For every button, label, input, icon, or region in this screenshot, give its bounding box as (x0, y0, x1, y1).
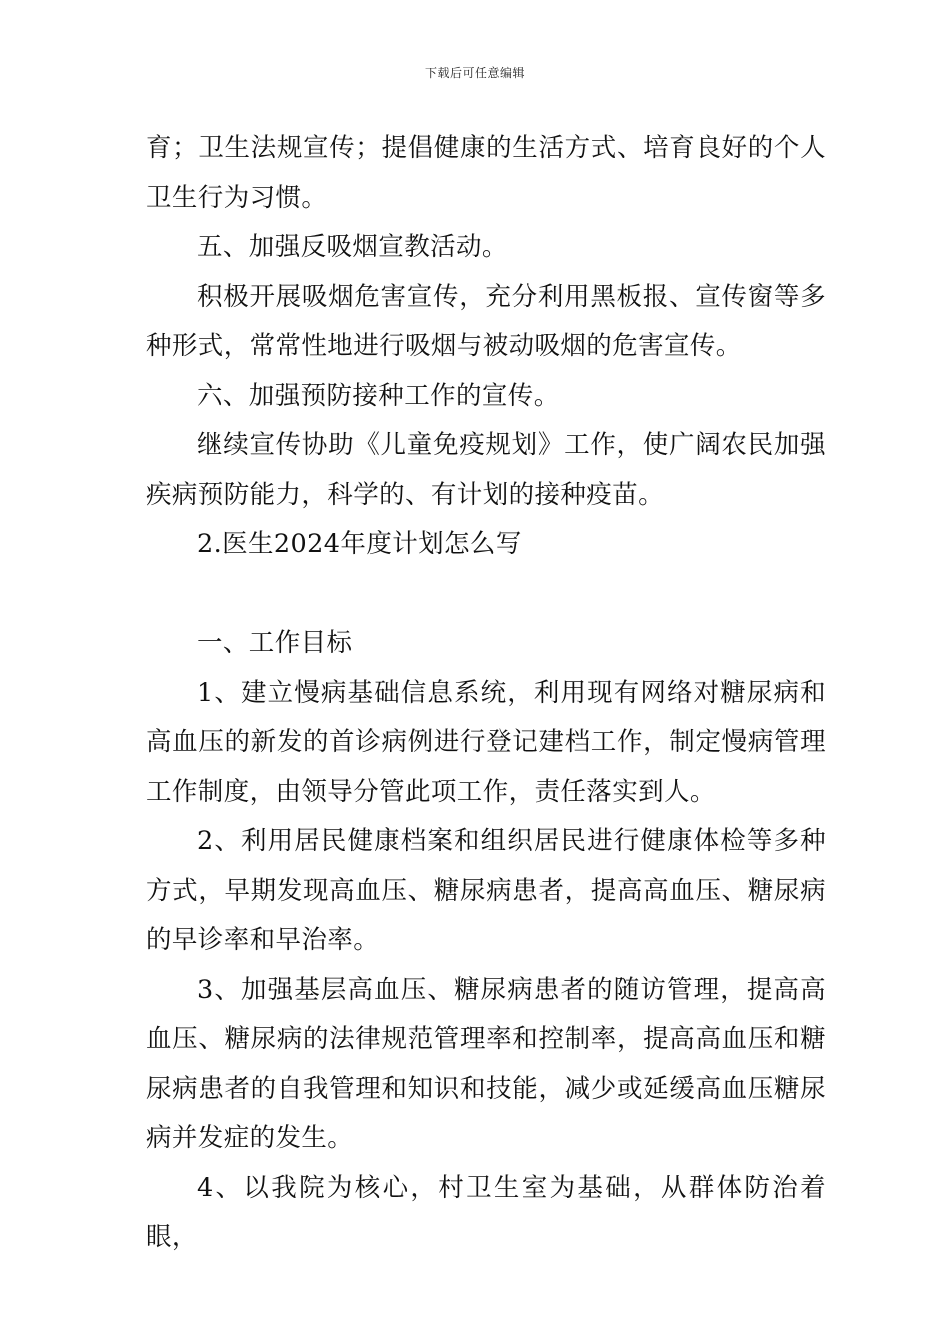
paragraph-vaccination: 继续宣传协助《儿童免疫规划》工作，使广阔农民加强疾病预防能力，科学的、有计划的接种疫苗。 (146, 430, 826, 510)
goal-item-1: 1、建立慢病基础信息系统，利用现有网络对糖尿病和高血压的新发的首诊病例进行登记建档工作，制定慢病管理工作制度，由领导分管此项工作，责任落实到人。 (146, 677, 826, 807)
goal-item-2: 2、利用居民健康档案和组织居民进行健康体检等多种方式，早期发现高血压、糖尿病患者，提高高血压、糖尿病的早诊率和早治率。 (146, 826, 826, 955)
goal-item-3: 3、加强基层高血压、糖尿病患者的随访管理，提高高血压、糖尿病的法律规范管理率和控制率，提高高血压和糖尿病患者的自我管理和知识和技能，减少或延缓高血压糖尿病并发症的发生。 (146, 974, 826, 1153)
goal-item-4: 4、以我院为核心，村卫生室为基础，从群体防治着眼， (146, 1172, 826, 1252)
document-body (146, 124, 826, 1263)
section-title-doctor-plan: 2.医生2024年度计划怎么写 (197, 529, 522, 559)
paragraph-anti-smoking: 积极开展吸烟危害宣传，充分利用黑板报、宣传窗等多种形式，常常性地进行吸烟与被动吸烟的危害宣传。 (146, 281, 826, 361)
blank-line (146, 570, 826, 620)
heading-work-goals: 一、工作目标 (197, 628, 353, 658)
page-header: 下载后可任意编辑 (424, 66, 525, 80)
paragraph-health-education-continued: 育；卫生法规宣传；提倡健康的生活方式、培育良好的个人卫生行为习惯。 (146, 133, 826, 213)
heading-vaccination: 六、加强预防接种工作的宣传。 (197, 380, 560, 411)
heading-anti-smoking: 五、加强反吸烟宣教活动。 (197, 232, 508, 262)
